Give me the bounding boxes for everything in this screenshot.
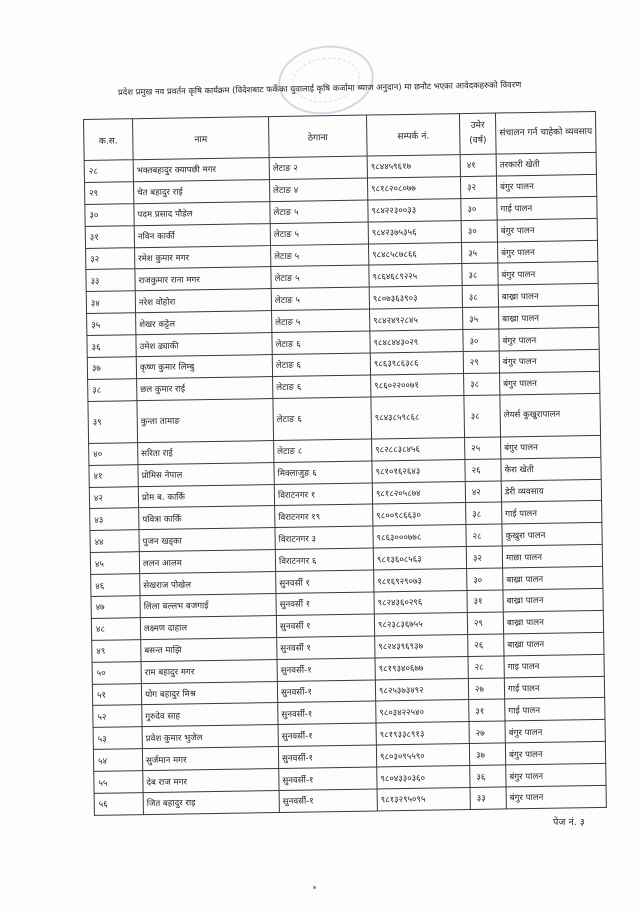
cell-age: २६ bbox=[465, 459, 501, 481]
cell-business: बंगुर पालन bbox=[497, 240, 597, 263]
scan-speck bbox=[313, 886, 316, 889]
cell-business: बाख्रा पालन bbox=[503, 588, 603, 611]
cell-address: विराटनगर ३ bbox=[275, 526, 373, 549]
cell-sn: ४६ bbox=[91, 574, 140, 597]
cell-sn: ४४ bbox=[90, 530, 139, 553]
cell-sn: ३२ bbox=[86, 247, 135, 270]
cell-business: बाख्रा पालन bbox=[504, 632, 604, 655]
cell-contact: ९८०३०९५५९० bbox=[376, 744, 469, 767]
cell-age: ३० bbox=[463, 329, 499, 351]
cell-name: ललन आलम bbox=[139, 550, 275, 574]
cell-age: ३५ bbox=[463, 307, 499, 329]
cell-address: लेटाङ ६ bbox=[272, 331, 370, 354]
header-age: उमेर (वर्ष) bbox=[459, 113, 496, 155]
cell-business: बंगुर पालन bbox=[498, 262, 598, 285]
cell-contact: ९८६०२२००७१ bbox=[371, 373, 464, 396]
cell-sn: ३३ bbox=[86, 269, 135, 292]
cell-age: ४२ bbox=[465, 481, 501, 503]
cell-address: लेटाङ ५ bbox=[270, 200, 368, 223]
cell-name: नविन कार्की bbox=[134, 223, 270, 247]
cell-address: लेटाङ ४ bbox=[269, 178, 367, 201]
cell-address: विराटनगर १ bbox=[274, 483, 372, 506]
cell-name: राम बहादुर मगर bbox=[141, 659, 277, 683]
cell-age: ३२ bbox=[466, 546, 502, 568]
cell-name: प्रोमिस नेपाल bbox=[138, 462, 274, 486]
cell-sn: ३८ bbox=[88, 379, 137, 402]
cell-name: शेखर कट्टेल bbox=[136, 311, 272, 335]
cell-address: विराटनगर ६ bbox=[275, 548, 373, 571]
cell-sn: ४८ bbox=[91, 618, 140, 641]
cell-address: सुनवर्सी १ bbox=[276, 614, 374, 637]
cell-sn: ४९ bbox=[92, 639, 141, 662]
cell-name: देब राज मगर bbox=[143, 769, 279, 793]
cell-name: उमेश ढ्याकी bbox=[136, 333, 272, 357]
cell-age: ३८ bbox=[462, 285, 498, 307]
cell-contact: ९८००९८६६३० bbox=[373, 503, 466, 526]
cell-business: माछा पालन bbox=[502, 545, 602, 568]
cell-contact: ९८१३६०८५६३ bbox=[373, 547, 466, 570]
official-stamp bbox=[274, 40, 379, 121]
cell-sn: ३० bbox=[85, 203, 134, 226]
cell-business: तरकारी खेती bbox=[496, 152, 596, 175]
cell-address: सुनवर्सी १ bbox=[276, 592, 374, 615]
cell-name: लक्ष्मण दाहाल bbox=[140, 615, 276, 639]
cell-name: छल कुमार राई bbox=[137, 376, 273, 400]
cell-age: ३८ bbox=[462, 263, 498, 285]
cell-address: मिक्लाजुङ ६ bbox=[274, 461, 372, 484]
cell-sn: ५६ bbox=[94, 793, 143, 816]
cell-sn: ५५ bbox=[94, 771, 143, 794]
cell-address: सुनवर्सी-१ bbox=[279, 767, 377, 790]
cell-business: बंगुर पालन bbox=[501, 435, 601, 458]
cell-age: ३८ bbox=[466, 502, 502, 524]
cell-business: बंगुर पालन bbox=[506, 785, 606, 808]
cell-contact: ९८१३२९५०९५ bbox=[377, 788, 470, 811]
cell-age: २६ bbox=[468, 634, 504, 656]
cell-business: लेयर्स कुखुरापालन bbox=[500, 393, 601, 437]
cell-business: कुखुरा पालन bbox=[502, 523, 602, 546]
cell-name: राजकुमार राना मगर bbox=[135, 267, 271, 291]
document-title: प्रदेश प्रमुख नव प्रवर्तन कृषि कार्यक्रम (विदेशबाट फर्केका युवालाई कृषि कर्जामा ब्याज अनुदान) मा छनौट भएका आवेदकहरुको विवरण bbox=[118, 79, 522, 97]
cell-business: बंगुर पालन bbox=[506, 764, 606, 787]
cell-name: सेखराज पोखेल bbox=[140, 572, 276, 596]
cell-name: चेत बहादुर राई bbox=[133, 179, 269, 203]
cell-name: कुन्ता तामाङ bbox=[137, 398, 274, 442]
cell-contact: ९८४३८५९८६८ bbox=[371, 395, 465, 438]
cell-business: बंगुर पालन bbox=[500, 371, 600, 394]
table-body bbox=[84, 152, 606, 815]
cell-contact: ९८२४३६०२९६ bbox=[374, 591, 467, 614]
cell-contact: ९८१०१६२६४३ bbox=[372, 459, 465, 482]
cell-business: बंगुर पालन bbox=[499, 328, 599, 351]
cell-address: सुनवर्सी १ bbox=[277, 636, 375, 659]
cell-address: लेटाङ ५ bbox=[272, 309, 370, 332]
cell-name: भक्तबहादुर क्यापछी मगर bbox=[133, 158, 269, 182]
cell-address: सुनवर्सी-१ bbox=[277, 680, 375, 703]
cell-age: २७ bbox=[469, 721, 505, 743]
cell-address: लेटाङ ८ bbox=[274, 439, 372, 462]
cell-contact: ९८४२२३००३३ bbox=[368, 198, 461, 221]
cell-name: पदम प्रसाद पौडेल bbox=[134, 201, 270, 225]
cell-age: ३० bbox=[461, 198, 497, 220]
cell-age: ३३ bbox=[470, 787, 506, 809]
header-name: नाम bbox=[133, 117, 270, 160]
cell-contact: ९८०३४२२५४० bbox=[376, 700, 469, 723]
cell-contact: ९८४२४९२८४५ bbox=[370, 308, 463, 331]
page-number: पेज नं. ३ bbox=[553, 817, 585, 828]
cell-address: सुनवर्सी-१ bbox=[279, 789, 377, 812]
header-sn: क.स. bbox=[84, 119, 134, 161]
cell-sn: ३६ bbox=[87, 335, 136, 358]
cell-business: डेरी व्यवसाय bbox=[501, 479, 601, 502]
cell-address: लेटाङ २ bbox=[269, 156, 367, 179]
cell-age: ४१ bbox=[460, 154, 496, 176]
cell-name: पुजन खड्का bbox=[139, 528, 275, 552]
cell-age: २५ bbox=[465, 437, 501, 459]
cell-address: लेटाङ ६ bbox=[272, 353, 370, 376]
cell-age: ३८ bbox=[464, 395, 501, 438]
cell-name: लिला बल्लभ बजगाई bbox=[140, 594, 276, 618]
cell-business: बंगुर पालन bbox=[499, 349, 599, 372]
cell-sn: ५१ bbox=[92, 683, 141, 706]
cell-contact: ९८०४३३०३६० bbox=[377, 766, 470, 789]
cell-address: सुनवर्सी १ bbox=[276, 570, 374, 593]
cell-contact: ९८२८८३८४५६ bbox=[372, 437, 465, 460]
cell-address: सुनवर्सी-१ bbox=[278, 745, 376, 768]
cell-name: पवित्रा कार्कि bbox=[139, 506, 275, 530]
cell-business: गाई पालन bbox=[502, 501, 602, 524]
header-business: संचालन गर्न चाहेको व्यवसाय bbox=[495, 111, 596, 154]
cell-age: २९ bbox=[467, 612, 503, 634]
cell-business: गाई पालन bbox=[505, 698, 605, 721]
cell-contact: ९८६३९८६३८६ bbox=[370, 352, 463, 375]
cell-address: सुनवर्सी-१ bbox=[277, 658, 375, 681]
cell-address: सुनवर्सी-१ bbox=[278, 723, 376, 746]
cell-name: सुर्जमान मगर bbox=[142, 747, 278, 771]
cell-name: गुरुदेव साह bbox=[142, 703, 278, 727]
cell-age: ३७ bbox=[469, 743, 505, 765]
cell-age: ३० bbox=[467, 568, 503, 590]
cell-sn: ५४ bbox=[93, 749, 142, 772]
cell-name: प्रवेश कुमार भुजेल bbox=[142, 725, 278, 749]
cell-sn: ३१ bbox=[85, 225, 134, 248]
cell-name: रमेश कुमार मगर bbox=[135, 245, 271, 269]
cell-age: २८ bbox=[468, 656, 504, 678]
cell-contact: ९८२५३७३४९२ bbox=[375, 678, 468, 701]
cell-business: बंगुर पालन bbox=[505, 720, 605, 743]
cell-sn: ५० bbox=[92, 661, 141, 684]
header-contact: सम्पर्क नं. bbox=[366, 114, 460, 156]
cell-contact: ९८०७३६३९०३ bbox=[369, 286, 462, 309]
cell-business: गाई पालन bbox=[504, 676, 604, 699]
cell-contact: ९८१८२०८०७७ bbox=[367, 176, 460, 199]
cell-sn: २९ bbox=[84, 182, 133, 205]
cell-sn: ५२ bbox=[93, 705, 142, 728]
cell-contact: ९८२४३९६९३७ bbox=[375, 634, 468, 657]
cell-contact: ९८१९३३८९१३ bbox=[376, 722, 469, 745]
cell-address: सुनवर्सी-१ bbox=[278, 701, 376, 724]
cell-name: कृष्ण कुमार लिम्बु bbox=[136, 355, 272, 379]
cell-contact: ९८६४६८९२२५ bbox=[369, 264, 462, 287]
cell-contact: ९८१९३४०६७७ bbox=[375, 656, 468, 679]
cell-contact: ९८१६९२९०७३ bbox=[374, 569, 467, 592]
cell-sn: ३७ bbox=[87, 357, 136, 380]
cell-sn: ४३ bbox=[90, 508, 139, 531]
cell-contact: ९८६३०००७७८ bbox=[373, 525, 466, 548]
cell-sn: ३५ bbox=[87, 313, 136, 336]
cell-age: ३२ bbox=[460, 176, 496, 198]
cell-business: बाख्रा पालन bbox=[503, 567, 603, 590]
cell-name: बसन्त माझि bbox=[141, 637, 277, 661]
cell-address: लेटाङ ६ bbox=[273, 375, 371, 398]
cell-sn: ४० bbox=[89, 442, 138, 465]
cell-name: योग बहादुर मिश्र bbox=[141, 681, 277, 705]
cell-contact: ९८२३८३६७५५ bbox=[374, 612, 467, 635]
cell-address: लेटाङ ५ bbox=[270, 222, 368, 245]
cell-contact: ९८४४५९६१७ bbox=[367, 155, 460, 178]
cell-business: केरा खेती bbox=[501, 457, 601, 480]
cell-business: बंगुर पालन bbox=[505, 742, 605, 765]
cell-age: ३१ bbox=[467, 590, 503, 612]
applicant-table bbox=[83, 111, 607, 816]
cell-age: ३५ bbox=[461, 242, 497, 264]
cell-address: लेटाङ ५ bbox=[271, 244, 369, 267]
cell-business: बाख्रा पालन bbox=[498, 284, 598, 307]
cell-sn: ५३ bbox=[93, 727, 142, 750]
cell-business: बाख्रा पालन bbox=[503, 610, 603, 633]
cell-address: लेटाङ ५ bbox=[271, 287, 369, 310]
cell-sn: ३४ bbox=[86, 291, 135, 314]
cell-age: २७ bbox=[468, 678, 504, 700]
cell-name: नरेश वोहोरा bbox=[135, 289, 271, 313]
cell-age: ३६ bbox=[470, 765, 506, 787]
cell-age: २८ bbox=[466, 524, 502, 546]
cell-sn: ४२ bbox=[89, 486, 138, 509]
cell-business: बंगुर पालन bbox=[497, 218, 597, 241]
cell-sn: ४५ bbox=[90, 552, 139, 575]
cell-contact: ९८४२३७५३५६ bbox=[368, 220, 461, 243]
cell-contact: ९८४८४४३०२९ bbox=[370, 330, 463, 353]
cell-sn: ४१ bbox=[89, 464, 138, 487]
header-address: ठेगाना bbox=[268, 115, 367, 158]
cell-name: प्रोम ब. कार्कि bbox=[138, 484, 274, 508]
cell-contact: ९८१८२०५८७४ bbox=[372, 481, 465, 504]
cell-address: लेटाङ ६ bbox=[273, 397, 372, 441]
cell-age: ३० bbox=[461, 220, 497, 242]
cell-sn: ३९ bbox=[88, 400, 138, 443]
cell-name: सरिता राई bbox=[138, 440, 274, 464]
cell-business: बाख्रा पालन bbox=[499, 306, 599, 329]
cell-age: ३१ bbox=[469, 699, 505, 721]
cell-business: गाई पालन bbox=[497, 196, 597, 219]
applicant-table-wrapper bbox=[83, 111, 607, 816]
cell-sn: ४७ bbox=[91, 596, 140, 619]
cell-name: जित बहादुर राइ bbox=[143, 791, 279, 815]
cell-business: गाइ पालन bbox=[504, 654, 604, 677]
cell-age: २९ bbox=[463, 351, 499, 373]
cell-address: लेटाङ ५ bbox=[271, 265, 369, 288]
cell-age: ३८ bbox=[464, 373, 500, 395]
cell-sn: २८ bbox=[84, 160, 133, 183]
cell-contact: ९८४८५८७८६६ bbox=[368, 242, 461, 265]
cell-business: बंगुर पालन bbox=[496, 174, 596, 197]
cell-address: विराटनगर १९ bbox=[275, 504, 373, 527]
